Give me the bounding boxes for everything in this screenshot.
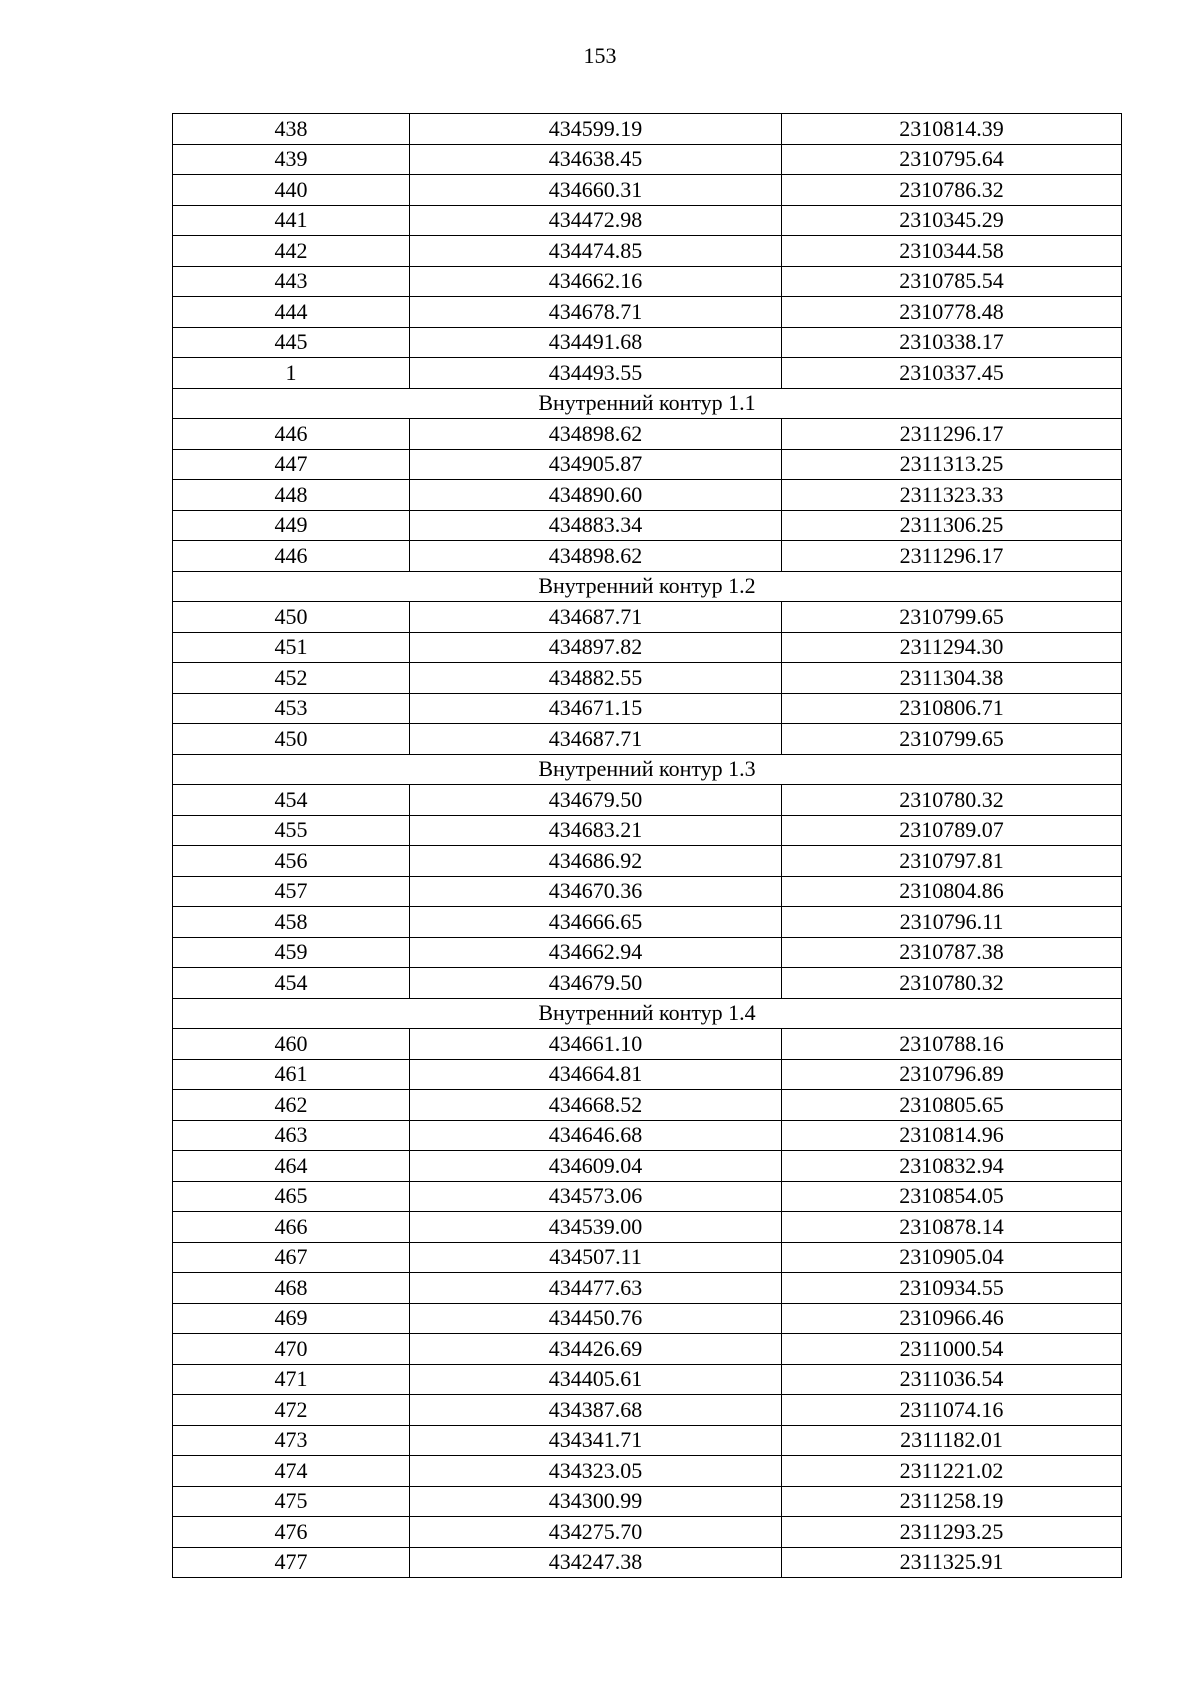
point-number-cell: 476 [173, 1517, 410, 1548]
point-number-cell: 455 [173, 815, 410, 846]
y-coordinate-cell: 2310780.32 [782, 968, 1122, 999]
y-coordinate-cell: 2311293.25 [782, 1517, 1122, 1548]
x-coordinate-cell: 434323.05 [410, 1456, 782, 1487]
table-row [173, 632, 1122, 663]
y-coordinate-cell: 2310804.86 [782, 876, 1122, 907]
x-coordinate-cell: 434687.71 [410, 602, 782, 633]
coordinates-table-body [173, 114, 1122, 1578]
point-number-cell: 473 [173, 1425, 410, 1456]
point-number-cell: 461 [173, 1059, 410, 1090]
point-number-cell: 469 [173, 1303, 410, 1334]
point-number-cell: 450 [173, 724, 410, 755]
point-number-cell: 442 [173, 236, 410, 267]
x-coordinate-cell: 434660.31 [410, 175, 782, 206]
x-coordinate-cell: 434883.34 [410, 510, 782, 541]
y-coordinate-cell: 2311323.33 [782, 480, 1122, 511]
x-coordinate-cell: 434662.16 [410, 266, 782, 297]
point-number-cell: 460 [173, 1029, 410, 1060]
y-coordinate-cell: 2310337.45 [782, 358, 1122, 389]
point-number-cell: 465 [173, 1181, 410, 1212]
point-number-cell: 457 [173, 876, 410, 907]
section-header-row [173, 754, 1122, 785]
x-coordinate-cell: 434687.71 [410, 724, 782, 755]
x-coordinate-cell: 434686.92 [410, 846, 782, 877]
y-coordinate-cell: 2310966.46 [782, 1303, 1122, 1334]
table-row [173, 1090, 1122, 1121]
y-coordinate-cell: 2310344.58 [782, 236, 1122, 267]
y-coordinate-cell: 2310854.05 [782, 1181, 1122, 1212]
x-coordinate-cell: 434387.68 [410, 1395, 782, 1426]
y-coordinate-cell: 2311325.91 [782, 1547, 1122, 1578]
table-row [173, 236, 1122, 267]
y-coordinate-cell: 2311000.54 [782, 1334, 1122, 1365]
x-coordinate-cell: 434671.15 [410, 693, 782, 724]
y-coordinate-cell: 2311221.02 [782, 1456, 1122, 1487]
section-title: Внутренний контур 1.3 [173, 754, 1122, 785]
point-number-cell: 464 [173, 1151, 410, 1182]
table-row [173, 1425, 1122, 1456]
x-coordinate-cell: 434472.98 [410, 205, 782, 236]
y-coordinate-cell: 2311304.38 [782, 663, 1122, 694]
table-row [173, 846, 1122, 877]
table-row [173, 449, 1122, 480]
table-row [173, 785, 1122, 816]
table-row [173, 1151, 1122, 1182]
table-row [173, 541, 1122, 572]
point-number-cell: 477 [173, 1547, 410, 1578]
table-row [173, 907, 1122, 938]
point-number-cell: 1 [173, 358, 410, 389]
x-coordinate-cell: 434678.71 [410, 297, 782, 328]
point-number-cell: 449 [173, 510, 410, 541]
y-coordinate-cell: 2310785.54 [782, 266, 1122, 297]
y-coordinate-cell: 2310799.65 [782, 602, 1122, 633]
point-number-cell: 452 [173, 663, 410, 694]
x-coordinate-cell: 434599.19 [410, 114, 782, 145]
point-number-cell: 468 [173, 1273, 410, 1304]
table-row [173, 1242, 1122, 1273]
y-coordinate-cell: 2311296.17 [782, 419, 1122, 450]
table-row [173, 876, 1122, 907]
point-number-cell: 454 [173, 968, 410, 999]
point-number-cell: 451 [173, 632, 410, 663]
table-row [173, 815, 1122, 846]
table-row [173, 327, 1122, 358]
point-number-cell: 438 [173, 114, 410, 145]
x-coordinate-cell: 434670.36 [410, 876, 782, 907]
point-number-cell: 459 [173, 937, 410, 968]
x-coordinate-cell: 434905.87 [410, 449, 782, 480]
table-row [173, 480, 1122, 511]
point-number-cell: 463 [173, 1120, 410, 1151]
y-coordinate-cell: 2310814.39 [782, 114, 1122, 145]
x-coordinate-cell: 434898.62 [410, 541, 782, 572]
x-coordinate-cell: 434664.81 [410, 1059, 782, 1090]
table-row [173, 693, 1122, 724]
point-number-cell: 450 [173, 602, 410, 633]
x-coordinate-cell: 434275.70 [410, 1517, 782, 1548]
table-row [173, 1303, 1122, 1334]
table-row [173, 1212, 1122, 1243]
y-coordinate-cell: 2310338.17 [782, 327, 1122, 358]
table-row [173, 144, 1122, 175]
x-coordinate-cell: 434247.38 [410, 1547, 782, 1578]
x-coordinate-cell: 434661.10 [410, 1029, 782, 1060]
y-coordinate-cell: 2311074.16 [782, 1395, 1122, 1426]
x-coordinate-cell: 434341.71 [410, 1425, 782, 1456]
y-coordinate-cell: 2310878.14 [782, 1212, 1122, 1243]
point-number-cell: 443 [173, 266, 410, 297]
point-number-cell: 472 [173, 1395, 410, 1426]
coordinates-table [172, 113, 1122, 1578]
table-row [173, 1364, 1122, 1395]
x-coordinate-cell: 434668.52 [410, 1090, 782, 1121]
y-coordinate-cell: 2310806.71 [782, 693, 1122, 724]
table-row [173, 205, 1122, 236]
y-coordinate-cell: 2311182.01 [782, 1425, 1122, 1456]
y-coordinate-cell: 2310795.64 [782, 144, 1122, 175]
point-number-cell: 441 [173, 205, 410, 236]
y-coordinate-cell: 2310796.89 [782, 1059, 1122, 1090]
x-coordinate-cell: 434683.21 [410, 815, 782, 846]
table-row [173, 1517, 1122, 1548]
point-number-cell: 471 [173, 1364, 410, 1395]
point-number-cell: 466 [173, 1212, 410, 1243]
x-coordinate-cell: 434882.55 [410, 663, 782, 694]
point-number-cell: 440 [173, 175, 410, 206]
y-coordinate-cell: 2310799.65 [782, 724, 1122, 755]
point-number-cell: 474 [173, 1456, 410, 1487]
point-number-cell: 458 [173, 907, 410, 938]
y-coordinate-cell: 2310778.48 [782, 297, 1122, 328]
x-coordinate-cell: 434493.55 [410, 358, 782, 389]
y-coordinate-cell: 2310787.38 [782, 937, 1122, 968]
x-coordinate-cell: 434646.68 [410, 1120, 782, 1151]
x-coordinate-cell: 434679.50 [410, 785, 782, 816]
y-coordinate-cell: 2310797.81 [782, 846, 1122, 877]
table-row [173, 1547, 1122, 1578]
table-row [173, 1029, 1122, 1060]
x-coordinate-cell: 434662.94 [410, 937, 782, 968]
x-coordinate-cell: 434897.82 [410, 632, 782, 663]
y-coordinate-cell: 2311258.19 [782, 1486, 1122, 1517]
table-row [173, 968, 1122, 999]
x-coordinate-cell: 434477.63 [410, 1273, 782, 1304]
table-row [173, 724, 1122, 755]
y-coordinate-cell: 2310905.04 [782, 1242, 1122, 1273]
table-row [173, 1120, 1122, 1151]
x-coordinate-cell: 434890.60 [410, 480, 782, 511]
point-number-cell: 462 [173, 1090, 410, 1121]
x-coordinate-cell: 434666.65 [410, 907, 782, 938]
x-coordinate-cell: 434573.06 [410, 1181, 782, 1212]
y-coordinate-cell: 2311313.25 [782, 449, 1122, 480]
section-header-row [173, 571, 1122, 602]
table-row [173, 1181, 1122, 1212]
table-row [173, 297, 1122, 328]
point-number-cell: 439 [173, 144, 410, 175]
point-number-cell: 475 [173, 1486, 410, 1517]
x-coordinate-cell: 434405.61 [410, 1364, 782, 1395]
y-coordinate-cell: 2310805.65 [782, 1090, 1122, 1121]
point-number-cell: 447 [173, 449, 410, 480]
x-coordinate-cell: 434450.76 [410, 1303, 782, 1334]
point-number-cell: 467 [173, 1242, 410, 1273]
y-coordinate-cell: 2310345.29 [782, 205, 1122, 236]
point-number-cell: 454 [173, 785, 410, 816]
x-coordinate-cell: 434679.50 [410, 968, 782, 999]
table-row [173, 1334, 1122, 1365]
y-coordinate-cell: 2310814.96 [782, 1120, 1122, 1151]
page-number: 153 [583, 43, 617, 68]
section-title: Внутренний контур 1.4 [173, 998, 1122, 1029]
table-row [173, 1273, 1122, 1304]
point-number-cell: 444 [173, 297, 410, 328]
y-coordinate-cell: 2311294.30 [782, 632, 1122, 663]
x-coordinate-cell: 434609.04 [410, 1151, 782, 1182]
section-title: Внутренний контур 1.2 [173, 571, 1122, 602]
x-coordinate-cell: 434300.99 [410, 1486, 782, 1517]
x-coordinate-cell: 434507.11 [410, 1242, 782, 1273]
table-row [173, 114, 1122, 145]
table-row [173, 1456, 1122, 1487]
y-coordinate-cell: 2310796.11 [782, 907, 1122, 938]
point-number-cell: 446 [173, 541, 410, 572]
point-number-cell: 453 [173, 693, 410, 724]
x-coordinate-cell: 434638.45 [410, 144, 782, 175]
x-coordinate-cell: 434539.00 [410, 1212, 782, 1243]
y-coordinate-cell: 2311306.25 [782, 510, 1122, 541]
y-coordinate-cell: 2311036.54 [782, 1364, 1122, 1395]
table-row [173, 663, 1122, 694]
x-coordinate-cell: 434474.85 [410, 236, 782, 267]
y-coordinate-cell: 2310786.32 [782, 175, 1122, 206]
table-row [173, 419, 1122, 450]
section-header-row [173, 388, 1122, 419]
point-number-cell: 448 [173, 480, 410, 511]
y-coordinate-cell: 2311296.17 [782, 541, 1122, 572]
y-coordinate-cell: 2310780.32 [782, 785, 1122, 816]
y-coordinate-cell: 2310832.94 [782, 1151, 1122, 1182]
table-row [173, 1486, 1122, 1517]
x-coordinate-cell: 434491.68 [410, 327, 782, 358]
point-number-cell: 446 [173, 419, 410, 450]
x-coordinate-cell: 434898.62 [410, 419, 782, 450]
table-row [173, 175, 1122, 206]
table-row [173, 266, 1122, 297]
y-coordinate-cell: 2310789.07 [782, 815, 1122, 846]
table-row [173, 510, 1122, 541]
table-row [173, 937, 1122, 968]
point-number-cell: 445 [173, 327, 410, 358]
x-coordinate-cell: 434426.69 [410, 1334, 782, 1365]
point-number-cell: 470 [173, 1334, 410, 1365]
point-number-cell: 456 [173, 846, 410, 877]
table-row [173, 602, 1122, 633]
table-row [173, 358, 1122, 389]
y-coordinate-cell: 2310934.55 [782, 1273, 1122, 1304]
table-row [173, 1059, 1122, 1090]
table-row [173, 1395, 1122, 1426]
section-title: Внутренний контур 1.1 [173, 388, 1122, 419]
y-coordinate-cell: 2310788.16 [782, 1029, 1122, 1060]
section-header-row [173, 998, 1122, 1029]
